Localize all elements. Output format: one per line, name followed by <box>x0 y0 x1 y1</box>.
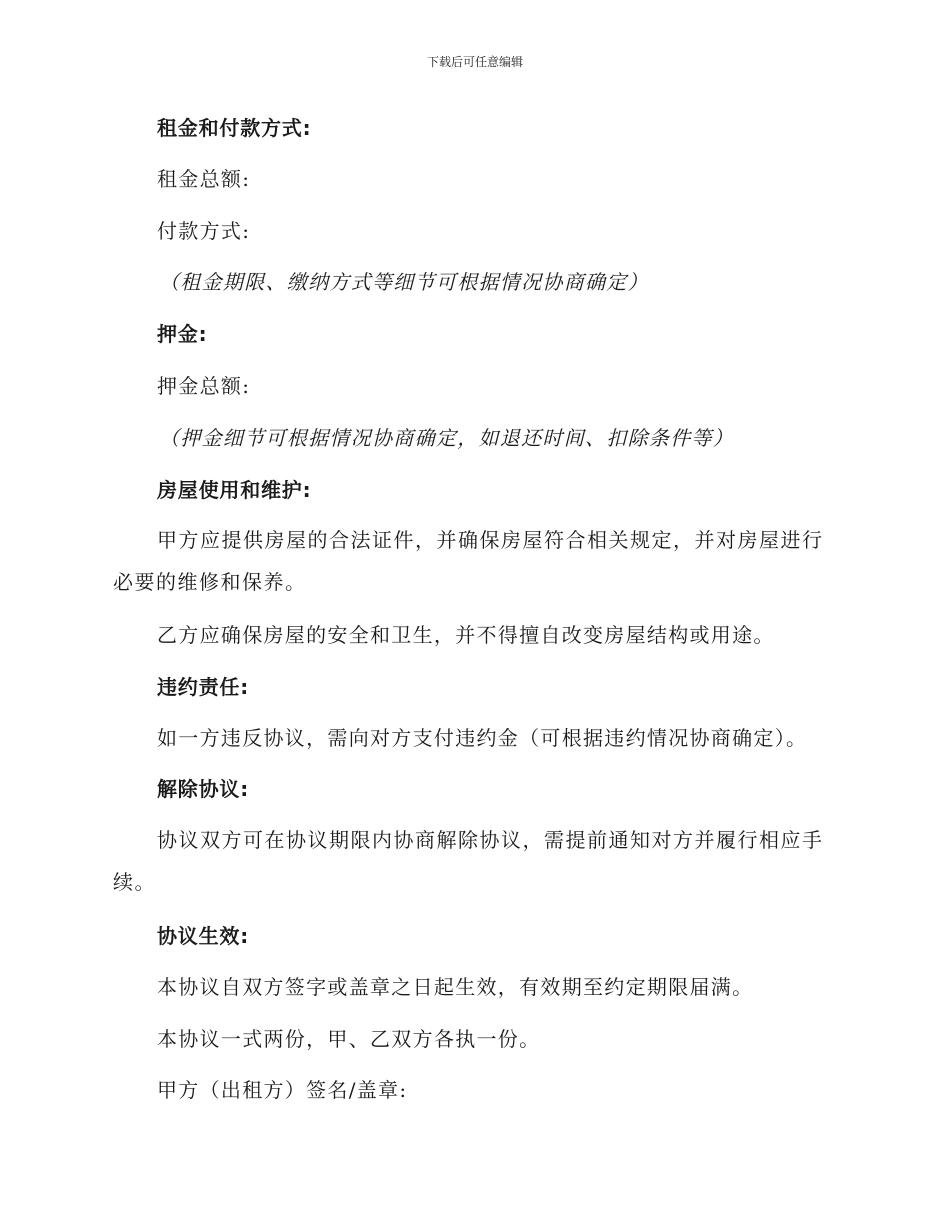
copies-text: 本协议一式两份，甲、乙双方各执一份。 <box>157 1027 541 1051</box>
party-a-obligations: 甲方应提供房屋的合法证件，并确保房屋符合相关规定，并对房屋进行必要的维修和保养。 <box>113 528 824 594</box>
liability-heading: 违约责任: <box>157 675 249 699</box>
termination-heading: 解除协议: <box>157 777 249 801</box>
effective-date-text: 本协议自双方签字或盖章之日起生效，有效期至约定期限届满。 <box>157 975 754 999</box>
termination-text: 协议双方可在协议期限内协商解除协议，需提前通知对方并履行相应手续。 <box>113 828 824 894</box>
effect-heading: 协议生效: <box>157 924 249 948</box>
deposit-heading: 押金: <box>157 322 208 346</box>
maintenance-heading: 房屋使用和维护: <box>157 478 312 502</box>
payment-method: 付款方式: <box>157 219 251 243</box>
deposit-total: 押金总额: <box>157 374 251 398</box>
party-b-obligations: 乙方应确保房屋的安全和卫生，并不得擅自改变房屋结构或用途。 <box>157 623 775 647</box>
deposit-note: （押金细节可根据情况协商确定，如退还时间、扣除条件等） <box>159 426 735 450</box>
rent-total: 租金总额: <box>157 167 251 191</box>
rent-note: （租金期限、缴纳方式等细节可根据情况协商确定） <box>159 270 649 294</box>
party-a-signature: 甲方（出租方）签名/盖章: <box>157 1078 408 1102</box>
page-header-note: 下载后可任意编辑 <box>426 55 523 69</box>
rent-heading: 租金和付款方式: <box>157 116 312 140</box>
liability-text: 如一方违反协议，需向对方支付违约金（可根据违约情况协商确定）。 <box>157 726 808 750</box>
